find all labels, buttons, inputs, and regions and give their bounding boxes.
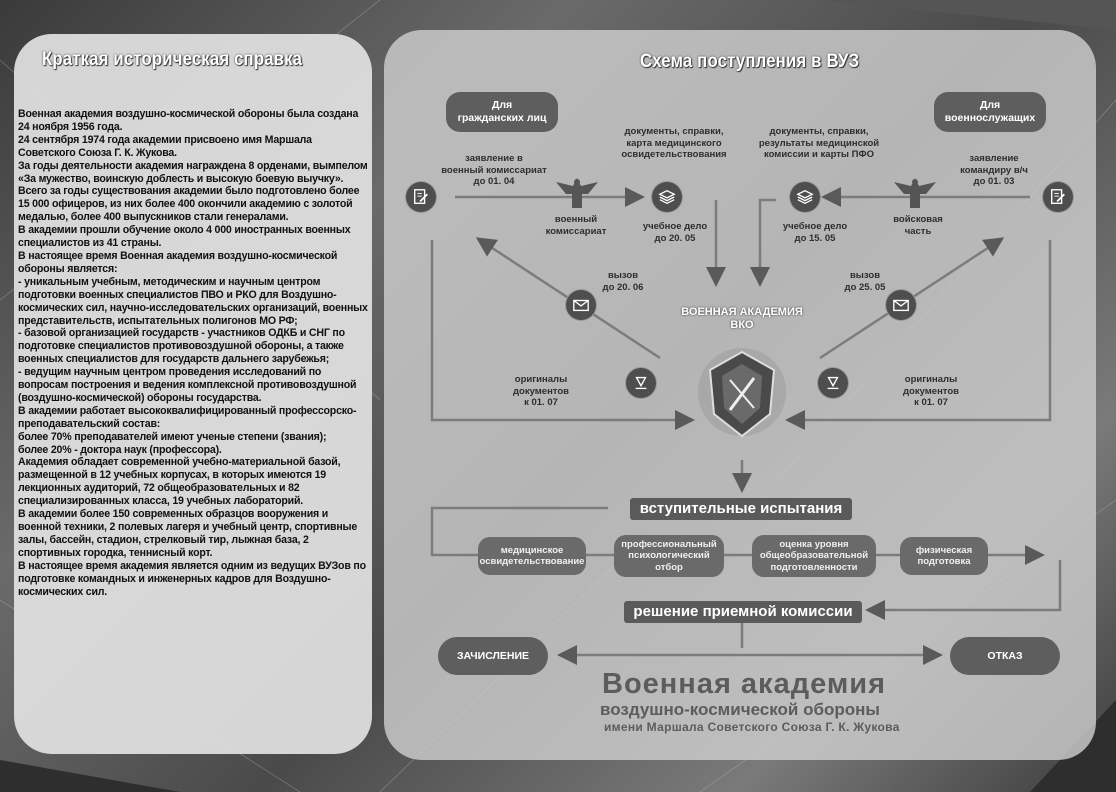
location-pin-icon [818, 368, 848, 398]
scheme-title: Схема поступления в ВУЗ [640, 51, 860, 72]
enrollment-box: ЗАЧИСЛЕНИЕ [438, 637, 548, 675]
civil-call-label: вызов до 20. 06 [602, 270, 644, 293]
rejection-box: ОТКАЗ [950, 637, 1060, 675]
document-edit-icon [406, 182, 436, 212]
layers-icon [652, 182, 682, 212]
history-title: Краткая историческая справка [42, 49, 303, 70]
entrance-exams-bar: вступительные испытания [630, 498, 852, 520]
step-medical: медицинское освидетельствование [478, 537, 586, 575]
eagle-emblem-icon [552, 174, 602, 212]
step-education-level: оценка уровня общеобразовательной подготовленности [752, 535, 876, 577]
civilian-applicants-box: Для гражданских лиц [446, 92, 558, 132]
military-unit-label: войсковая часть [893, 214, 943, 237]
history-paragraph: За годы деятельности академия награждена 8 орденами, вымпелом «За мужество, воинскую доблесть и высокую боевую выучку». [18, 159, 368, 185]
step-physical: физическая подготовка [900, 537, 988, 575]
layers-icon [790, 182, 820, 212]
military-documents-label: документы, справки, результаты медицинской комиссии и карты ПФО [758, 126, 880, 160]
civil-file-label: учебное дело до 20. 05 [642, 221, 708, 244]
admission-decision-bar: решение приемной комиссии [624, 601, 862, 623]
military-file-label: учебное дело до 15. 05 [782, 221, 848, 244]
history-paragraph: Всего за годы существования академии было подготовлено более 15 000 офицеров, из них более 400 окончили академию с золотой медалью, более 400 выпускников стали генералами. [18, 185, 360, 224]
history-paragraph: размещенной в 12 учебных корпусах, в которых имеются 19 лекционных аудиторий, 72 общеобразовательных и 82 специализированных класса, 19 учебных лабораторий. [18, 469, 326, 508]
history-paragraph: В академии более 150 современных образцов вооружения и военной техники, 2 полевых лагеря и учебный центр, спортивные залы, бассейн, стадион, стрелковый тир, лыжная база, 2 спортивных городка, теннисный корт. [18, 508, 358, 559]
brand-dedication: имени Маршала Советского Союза Г. К. Жукова [604, 720, 900, 734]
military-application-label: заявление командиру в/ч до 01. 03 [960, 153, 1028, 187]
civil-originals-label: оригиналы документов к 01. 07 [513, 374, 569, 408]
history-paragraph: - уникальным учебным, методическим и научным центром подготовки военных специалистов ПВО и РКО для Воздушно-космических сил, научно-исследовательских организаций, военных представительств, испытательных полигонов МО РФ; [18, 275, 368, 327]
academy-label: ВОЕННАЯ АКАДЕМИЯ ВКО [681, 306, 803, 331]
military-applicants-box: Для военнослужащих [934, 92, 1046, 132]
history-paragraph: В настоящее время Военная академия воздушно-космической обороны является: [18, 249, 338, 275]
military-originals-label: оригиналы документов к 01. 07 [903, 374, 959, 408]
history-paragraph: Военная академия воздушно-космической обороны была создана 24 ноября 1956 года. [18, 108, 359, 133]
history-paragraph: В академии работает высококвалифицированный профессорско-преподавательский состав: [18, 404, 357, 430]
history-paragraph: В академии прошли обучение около 4 000 иностранных военных специалистов из 41 страны. [18, 224, 351, 250]
history-paragraph: - ведущим научным центром проведения исследований по вопросам построения и ведения комплексной противовоздушной (воздушно-космической) обороны государства. [18, 366, 357, 404]
brand-title: Военная академия [602, 668, 887, 700]
envelope-icon [566, 290, 596, 320]
envelope-icon [886, 290, 916, 320]
history-paragraph: более 20% - доктора наук (профессора). [18, 443, 222, 456]
history-paragraph: Академия обладает современной учебно-материальной базой, [18, 456, 341, 469]
history-paragraph: 24 сентября 1974 года академии присвоено имя Маршала Советского Союза Г. К. Жукова. [18, 133, 312, 159]
history-paragraph: более 70% преподавателей имеют ученые степени (звания); [18, 430, 327, 443]
location-pin-icon [626, 368, 656, 398]
military-commissariat-label: военный комиссариат [545, 214, 607, 237]
history-paragraph: В настоящее время академия является одним из ведущих ВУЗов по подготовке командных и инженерных кадров для Воздушно-космических сил. [18, 559, 366, 598]
step-psychological: профессиональный психологический отбор [614, 535, 724, 577]
military-call-label: вызов до 25. 05 [844, 270, 886, 293]
eagle-emblem-icon [890, 174, 940, 212]
brand-subtitle: воздушно-космической обороны [600, 700, 880, 719]
civil-application-label: заявление в военный комиссариат до 01. 04 [441, 153, 547, 187]
history-paragraph: - базовой организацией государств - участников ОДКБ и СНГ по подготовке специалистов противовоздушной обороны, а также военных специалистов для государств дальнего зарубежья; [18, 327, 345, 366]
civil-documents-label: документы, справки, карта медицинского освидетельствования [621, 126, 727, 160]
document-edit-icon [1043, 182, 1073, 212]
academy-emblem-icon [694, 340, 790, 444]
